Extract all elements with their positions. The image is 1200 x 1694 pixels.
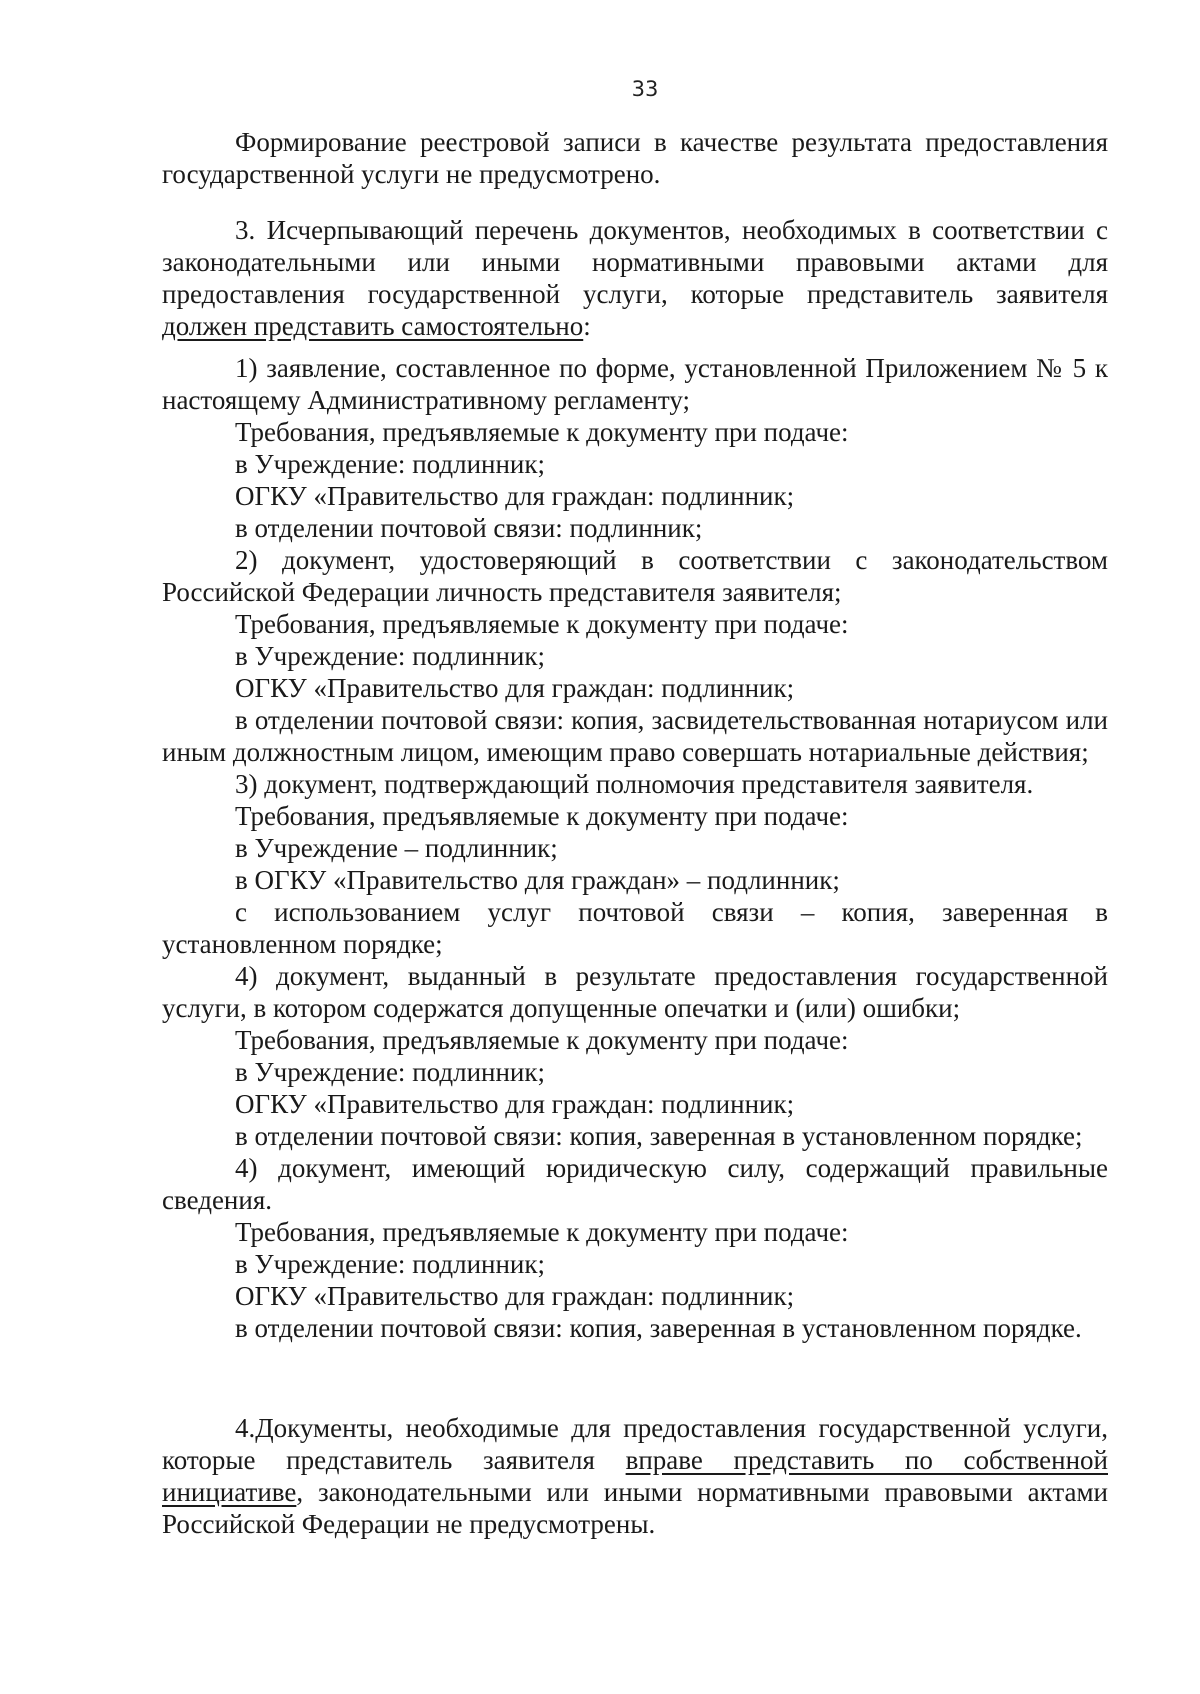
item-line: в Учреждение: подлинник; <box>235 449 545 479</box>
item-line: в Учреждение: подлинник; <box>235 641 545 671</box>
item-line: в Учреждение: подлинник; <box>235 1057 545 1087</box>
item-line: в отделении почтовой связи: копия, засвидетельствованная нотариусом или иным должностным лицом, имеющим право совершать нотариальные действия; <box>162 705 1108 767</box>
paragraph-text <box>162 214 1108 342</box>
item-line: ОГКУ «Правительство для граждан: подлинник; <box>235 481 795 511</box>
paragraph-text <box>162 1412 1108 1540</box>
paragraph-required-documents <box>162 214 1108 342</box>
item-line: Требования, предъявляемые к документу при подаче: <box>235 417 849 447</box>
list-item-5 <box>162 1152 1108 1344</box>
paragraph-tail: , законодательными или иными нормативными правовыми актами Российской Федерации не предусмотрены. <box>162 1477 1108 1539</box>
item-title: 4) документ, имеющий юридическую силу, содержащий правильные сведения. <box>162 1153 1108 1215</box>
item-line: ОГКУ «Правительство для граждан: подлинник; <box>235 1089 795 1119</box>
item-title: 1) заявление, составленное по форме, установленной Приложением № 5 к настоящему Административному регламенту; <box>162 353 1108 415</box>
underlined-phrase: должен представить самостоятельно <box>162 311 584 341</box>
item-line: Требования, предъявляемые к документу при подаче: <box>235 1025 849 1055</box>
paragraph-tail: : <box>583 311 591 341</box>
item-line: в Учреждение – подлинник; <box>235 833 558 863</box>
item-line: ОГКУ «Правительство для граждан: подлинник; <box>235 673 795 703</box>
item-line: ОГКУ «Правительство для граждан: подлинник; <box>235 1281 795 1311</box>
paragraph-optional-documents <box>162 1412 1108 1540</box>
list-item-4 <box>162 960 1108 1152</box>
item-line: в Учреждение: подлинник; <box>235 1249 545 1279</box>
paragraph-lead: 4.Документы, необходимые для предоставления государственной услуги, которые представитель заявителя <box>162 1413 1108 1475</box>
item-title: 3) документ, подтверждающий полномочия представителя заявителя. <box>235 769 1034 799</box>
list-item-3 <box>162 768 1108 960</box>
item-line: Требования, предъявляемые к документу при подаче: <box>235 801 849 831</box>
paragraph-lead: 3. Исчерпывающий перечень документов, необходимых в соответствии с законодательными или иными нормативными правовыми актами для предоставления государственной услуги, которые представитель заявителя <box>162 215 1108 309</box>
item-title: 2) документ, удостоверяющий в соответствии с законодательством Российской Федерации личность представителя заявителя; <box>162 545 1108 607</box>
item-line: в отделении почтовой связи: копия, заверенная в установленном порядке; <box>235 1121 1083 1151</box>
document-list <box>162 352 1108 1344</box>
list-item-1 <box>162 352 1108 544</box>
paragraph-registry-record <box>162 126 1108 190</box>
item-line: в отделении почтовой связи: подлинник; <box>235 513 703 543</box>
paragraph-text: Формирование реестровой записи в качестве результата предоставления государственной услуги не предусмотрено. <box>162 127 1108 189</box>
item-line: Требования, предъявляемые к документу при подаче: <box>235 1217 849 1247</box>
underlined-phrase: вправе представить по собственной инициативе <box>162 1445 1108 1507</box>
item-title: 4) документ, выданный в результате предоставления государственной услуги, в котором содержатся допущенные опечатки и (или) ошибки; <box>162 961 1108 1023</box>
item-line: в ОГКУ «Правительство для граждан» – подлинник; <box>235 865 840 895</box>
item-line: в отделении почтовой связи: копия, заверенная в установленном порядке. <box>235 1313 1082 1343</box>
item-line: с использованием услуг почтовой связи – копия, заверенная в установленном порядке; <box>162 897 1108 959</box>
item-line: Требования, предъявляемые к документу при подаче: <box>235 609 849 639</box>
list-item-2 <box>162 544 1108 768</box>
page-number: 33 <box>631 77 659 101</box>
